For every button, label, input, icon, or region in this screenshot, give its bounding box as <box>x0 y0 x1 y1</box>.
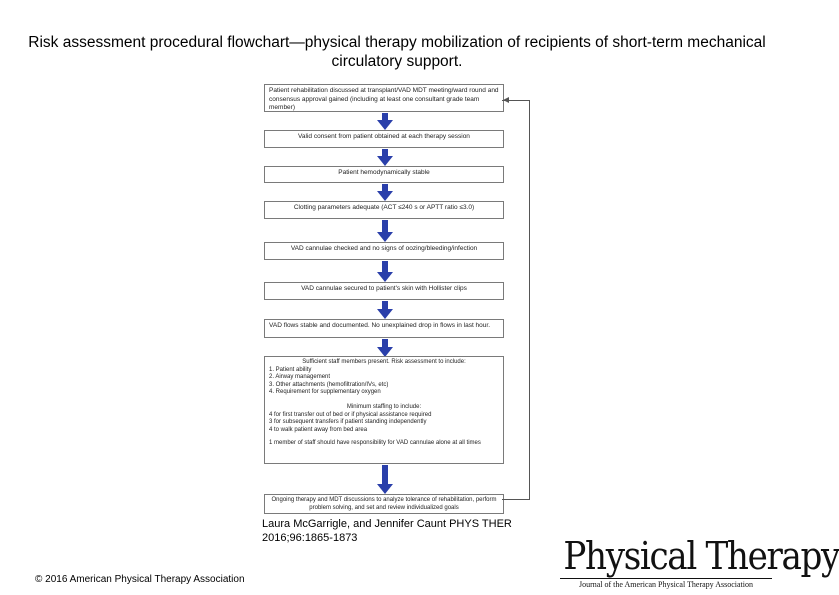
step-cannulae-checked <box>264 242 504 260</box>
flow-arrow-5 <box>382 261 388 273</box>
step-vad-flows <box>264 319 504 338</box>
step-cannulae-secured <box>264 282 504 300</box>
step-valid-consent <box>264 130 504 148</box>
flow-arrow-7 <box>382 339 388 348</box>
feedback-loop-line <box>502 100 530 500</box>
assessment-item: 4. Requirement for supplementary oxygen <box>269 389 381 396</box>
logo-title: Physical Therapy <box>563 534 839 578</box>
citation-reference: 2016;96:1865-1873 <box>262 531 358 544</box>
step-cannulae-checked-text: VAD cannulae checked and no signs of oozing/bleeding/infection <box>290 245 478 252</box>
flow-arrow-2 <box>382 149 388 157</box>
citation-authors: Laura McGarrigle, and Jennifer Caunt PHYS THER <box>262 518 512 530</box>
staffing-item: 4 to walk patient away from bed area <box>269 426 368 433</box>
staffing-note: 1 member of staff should have responsibility for VAD cannulae alone at all times <box>269 440 481 447</box>
flow-arrow-8 <box>382 465 388 485</box>
assessment-heading: Sufficient staff members present. Risk assessment to include: <box>302 359 466 365</box>
step-ongoing-therapy-text: Ongoing therapy and MDT discussions to analyze tolerance of rehabilitation, perform problem solving, and set and review individualized goals <box>271 497 497 511</box>
flow-arrow-4 <box>382 220 388 233</box>
assessment-item: 1. Patient ability <box>269 366 312 373</box>
assessment-item: 2. Airway management <box>269 374 331 381</box>
step-clotting <box>264 201 504 219</box>
step-hemodynamic-text: Patient hemodynamically stable <box>338 169 430 176</box>
staffing-heading: Minimum staffing to include: <box>346 403 422 410</box>
flow-arrow-1 <box>382 113 388 121</box>
staffing-item: 4 for first transfer out of bed or if physical assistance required <box>269 411 432 418</box>
journal-logo <box>552 534 839 589</box>
step-ongoing-therapy <box>264 494 504 514</box>
step-hemodynamic <box>264 166 504 183</box>
assessment-item: 3. Other attachments (hemofiltration/IVs, etc) <box>269 381 389 388</box>
staffing-item: 3 for subsequent transfers if patient standing independently <box>269 419 427 426</box>
step-mdt-approval-text: Patient rehabilitation discussed at transplant/VAD MDT meeting/ward round and consensus approval gained (including at least one consultant grade team member) <box>269 87 499 111</box>
step-vad-flows-text: VAD flows stable and documented. No unexplained drop in flows in last hour. <box>269 322 491 329</box>
step-cannulae-secured-text: VAD cannulae secured to patient's skin with Hollister clips <box>301 285 467 292</box>
citation <box>262 518 512 545</box>
copyright-notice: © 2016 American Physical Therapy Association <box>35 574 245 585</box>
step-mdt-approval <box>264 84 504 112</box>
page-title: Risk assessment procedural flowchart—physical therapy mobilization of recipients of short-term mechanical circulatory support. <box>28 34 766 70</box>
step-valid-consent-text: Valid consent from patient obtained at each therapy session <box>298 133 470 140</box>
flow-arrow-6 <box>382 301 388 310</box>
logo-subtitle: Journal of the American Physical Therapy Association <box>560 578 772 589</box>
feedback-arrowhead <box>503 97 509 103</box>
step-clotting-text: Clotting parameters adequate (ACT ≤240 s or APTT ratio ≤3.0) <box>293 204 475 211</box>
flow-arrow-3 <box>382 184 388 192</box>
step-risk-assessment <box>264 356 504 464</box>
